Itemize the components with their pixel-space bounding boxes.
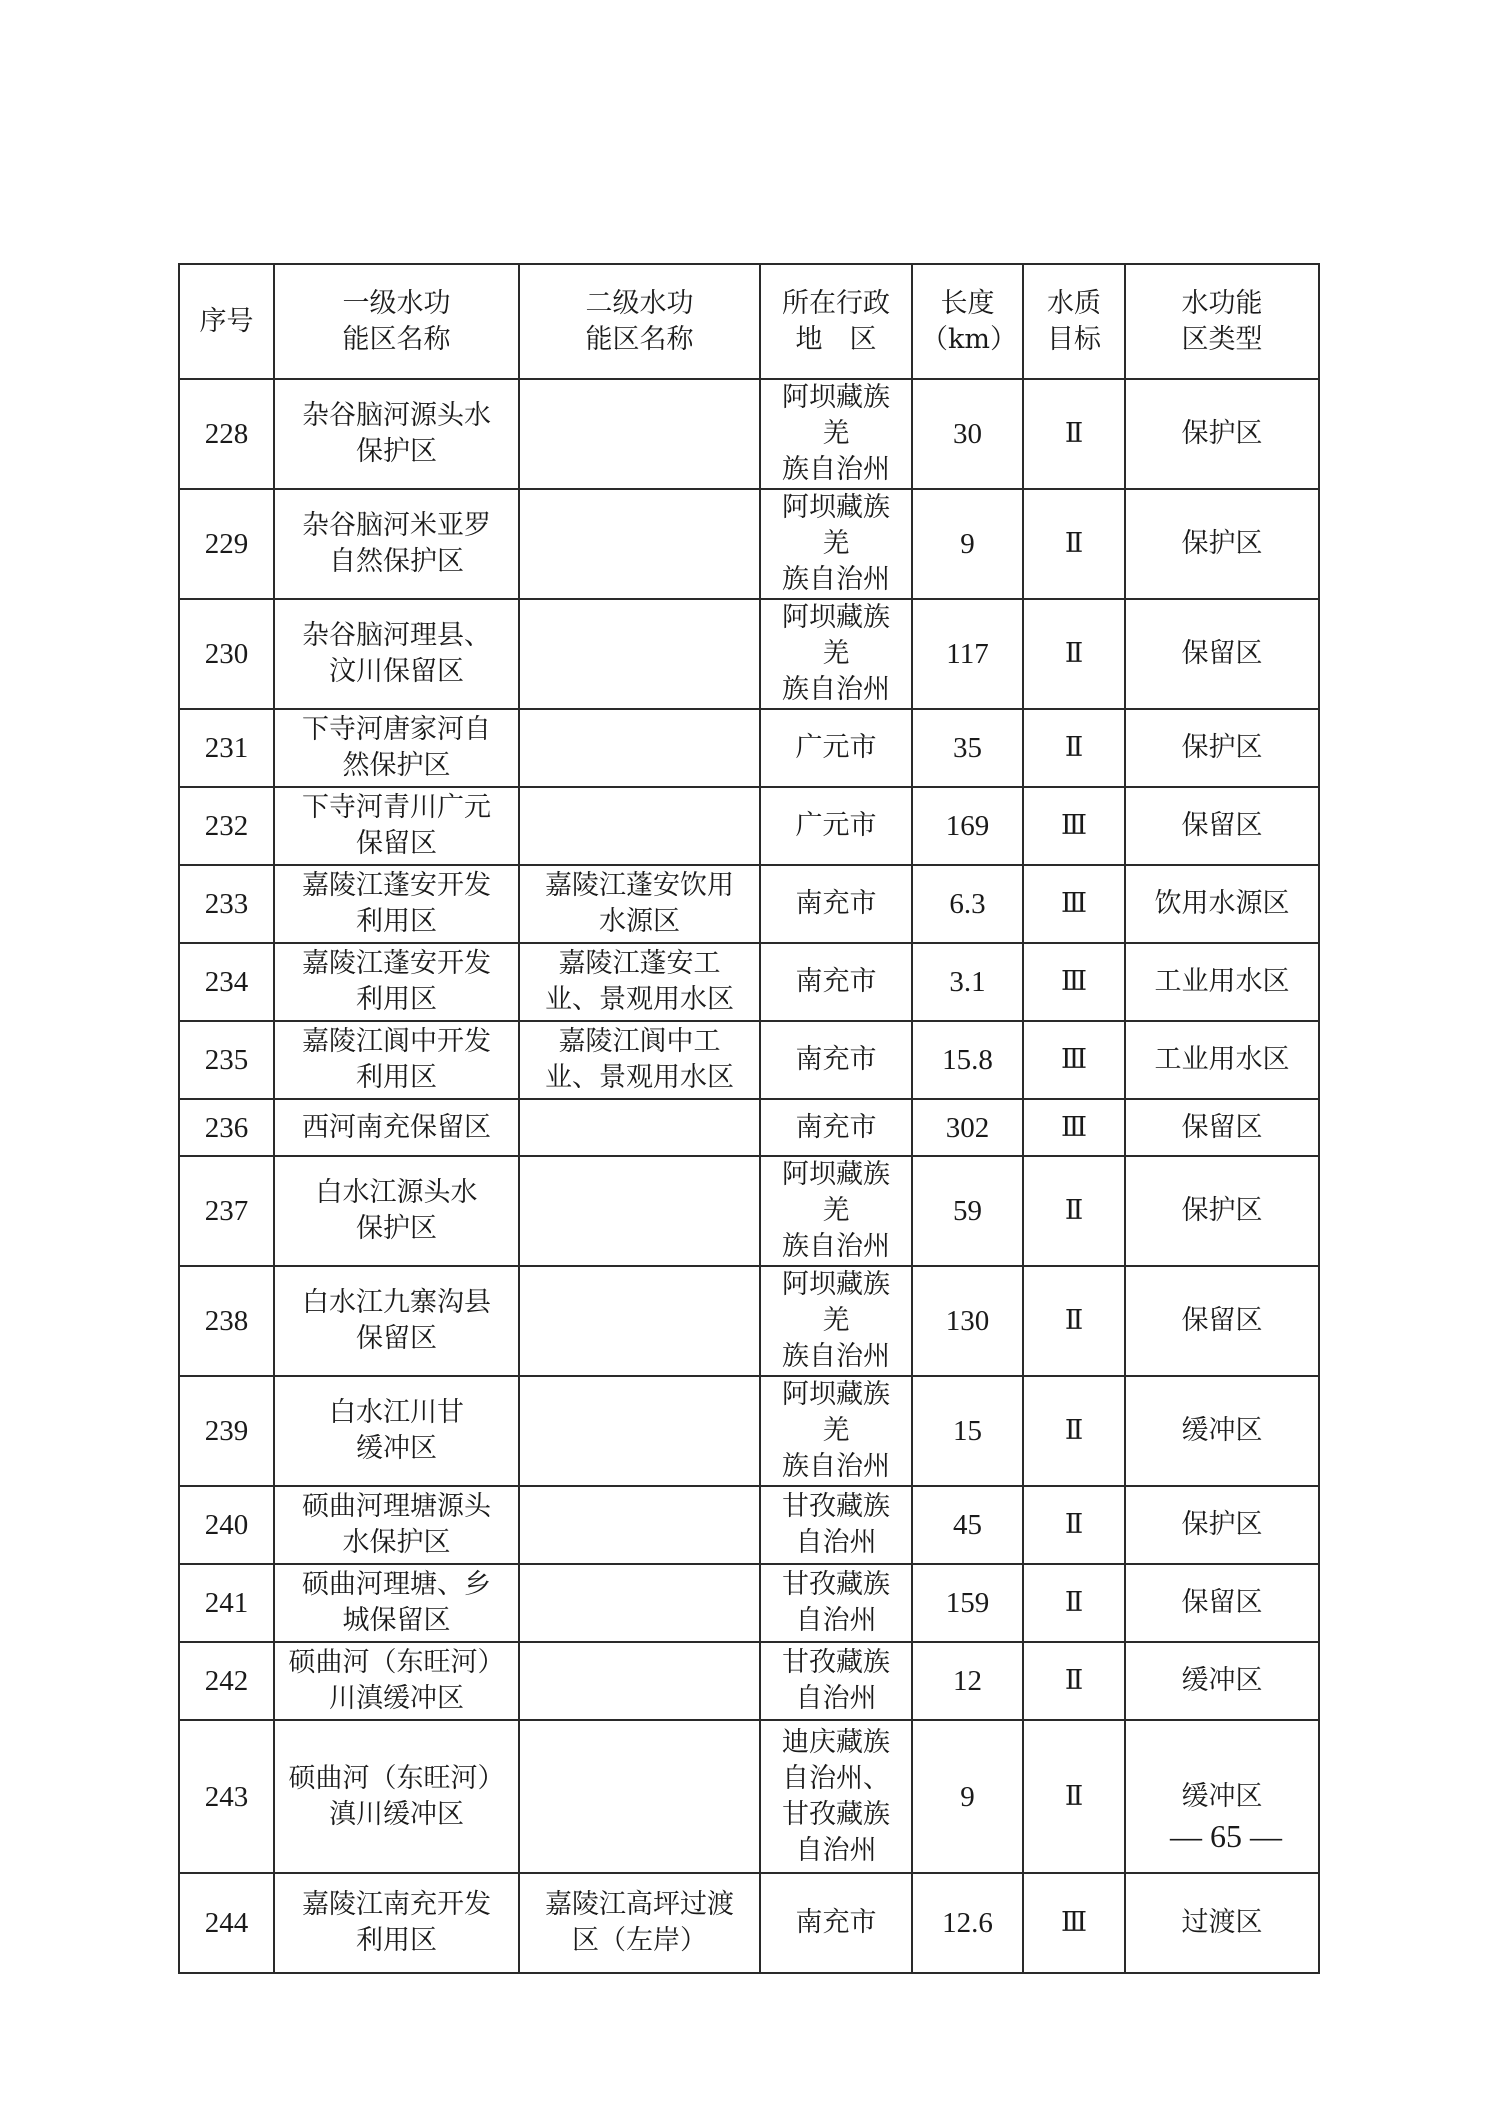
cell-quality-target: Ⅱ	[1023, 1266, 1125, 1376]
cell-secondary-zone	[519, 489, 760, 599]
cell-region: 南充市	[760, 1873, 912, 1973]
header-primary-zone: 一级水功 能区名称	[274, 264, 519, 379]
cell-region: 南充市	[760, 943, 912, 1021]
cell-region: 甘孜藏族 自治州	[760, 1486, 912, 1564]
cell-index: 237	[179, 1156, 274, 1266]
cell-quality-target: Ⅲ	[1023, 1021, 1125, 1099]
cell-region: 甘孜藏族 自治州	[760, 1564, 912, 1642]
cell-zone-type: 保留区	[1125, 599, 1319, 709]
cell-index: 238	[179, 1266, 274, 1376]
cell-length: 9	[912, 1720, 1023, 1873]
cell-length: 130	[912, 1266, 1023, 1376]
table-row	[179, 1564, 1319, 1642]
cell-region: 甘孜藏族 自治州	[760, 1642, 912, 1720]
cell-index: 244	[179, 1873, 274, 1973]
cell-index: 243	[179, 1720, 274, 1873]
table-row	[179, 787, 1319, 865]
cell-quality-target: Ⅲ	[1023, 943, 1125, 1021]
cell-zone-type: 缓冲区	[1125, 1376, 1319, 1486]
cell-primary-zone: 白水江九寨沟县 保留区	[274, 1266, 519, 1376]
cell-index: 234	[179, 943, 274, 1021]
cell-quality-target: Ⅱ	[1023, 1564, 1125, 1642]
cell-length: 169	[912, 787, 1023, 865]
cell-primary-zone: 下寺河青川广元 保留区	[274, 787, 519, 865]
cell-quality-target: Ⅱ	[1023, 1156, 1125, 1266]
water-function-zone-table	[178, 263, 1320, 1974]
cell-quality-target: Ⅱ	[1023, 379, 1125, 489]
cell-secondary-zone	[519, 1642, 760, 1720]
cell-index: 233	[179, 865, 274, 943]
cell-index: 229	[179, 489, 274, 599]
cell-secondary-zone: 嘉陵江蓬安工 业、景观用水区	[519, 943, 760, 1021]
table-row	[179, 1021, 1319, 1099]
cell-region: 阿坝藏族羌 族自治州	[760, 1376, 912, 1486]
cell-primary-zone: 杂谷脑河米亚罗 自然保护区	[274, 489, 519, 599]
table-row	[179, 1156, 1319, 1266]
cell-length: 3.1	[912, 943, 1023, 1021]
cell-primary-zone: 下寺河唐家河自 然保护区	[274, 709, 519, 787]
table-row	[179, 1720, 1319, 1873]
cell-zone-type: 保留区	[1125, 1564, 1319, 1642]
table-row	[179, 599, 1319, 709]
cell-quality-target: Ⅲ	[1023, 1099, 1125, 1156]
cell-length: 117	[912, 599, 1023, 709]
cell-index: 242	[179, 1642, 274, 1720]
cell-zone-type: 保护区	[1125, 489, 1319, 599]
cell-zone-type: 保留区	[1125, 1266, 1319, 1376]
cell-length: 6.3	[912, 865, 1023, 943]
table-row	[179, 1486, 1319, 1564]
cell-secondary-zone	[519, 1099, 760, 1156]
cell-primary-zone: 白水江川甘 缓冲区	[274, 1376, 519, 1486]
cell-primary-zone: 硕曲河理塘源头 水保护区	[274, 1486, 519, 1564]
cell-index: 235	[179, 1021, 274, 1099]
cell-primary-zone: 嘉陵江阆中开发 利用区	[274, 1021, 519, 1099]
cell-secondary-zone: 嘉陵江高坪过渡 区（左岸）	[519, 1873, 760, 1973]
cell-length: 302	[912, 1099, 1023, 1156]
cell-primary-zone: 嘉陵江南充开发 利用区	[274, 1873, 519, 1973]
cell-length: 59	[912, 1156, 1023, 1266]
cell-zone-type: 缓冲区	[1125, 1642, 1319, 1720]
cell-index: 232	[179, 787, 274, 865]
cell-primary-zone: 西河南充保留区	[274, 1099, 519, 1156]
cell-region: 南充市	[760, 865, 912, 943]
cell-secondary-zone	[519, 1156, 760, 1266]
table-header	[179, 264, 1319, 379]
table-row	[179, 943, 1319, 1021]
cell-secondary-zone	[519, 1564, 760, 1642]
cell-primary-zone: 嘉陵江蓬安开发 利用区	[274, 943, 519, 1021]
cell-zone-type: 过渡区	[1125, 1873, 1319, 1973]
cell-region: 阿坝藏族羌 族自治州	[760, 1156, 912, 1266]
cell-quality-target: Ⅱ	[1023, 1720, 1125, 1873]
cell-length: 12	[912, 1642, 1023, 1720]
table-body	[179, 379, 1319, 1973]
cell-primary-zone: 白水江源头水 保护区	[274, 1156, 519, 1266]
cell-secondary-zone	[519, 1720, 760, 1873]
cell-index: 228	[179, 379, 274, 489]
table-row	[179, 1642, 1319, 1720]
cell-secondary-zone: 嘉陵江蓬安饮用 水源区	[519, 865, 760, 943]
cell-length: 12.6	[912, 1873, 1023, 1973]
cell-zone-type: 保护区	[1125, 709, 1319, 787]
cell-secondary-zone: 嘉陵江阆中工 业、景观用水区	[519, 1021, 760, 1099]
cell-secondary-zone	[519, 787, 760, 865]
cell-region: 阿坝藏族羌 族自治州	[760, 599, 912, 709]
cell-region: 阿坝藏族羌 族自治州	[760, 489, 912, 599]
cell-primary-zone: 硕曲河（东旺河） 川滇缓冲区	[274, 1642, 519, 1720]
cell-region: 广元市	[760, 787, 912, 865]
cell-secondary-zone	[519, 1266, 760, 1376]
cell-zone-type: 保留区	[1125, 787, 1319, 865]
table-row	[179, 379, 1319, 489]
table-row	[179, 1873, 1319, 1973]
table-row	[179, 865, 1319, 943]
table-row	[179, 1099, 1319, 1156]
cell-primary-zone: 杂谷脑河源头水 保护区	[274, 379, 519, 489]
header-length: 长度 （km）	[912, 264, 1023, 379]
cell-quality-target: Ⅲ	[1023, 787, 1125, 865]
cell-quality-target: Ⅱ	[1023, 1486, 1125, 1564]
cell-secondary-zone	[519, 379, 760, 489]
cell-secondary-zone	[519, 599, 760, 709]
cell-quality-target: Ⅲ	[1023, 1873, 1125, 1973]
page-number: — 65 —	[1170, 1818, 1282, 1854]
cell-index: 230	[179, 599, 274, 709]
header-quality-target: 水质 目标	[1023, 264, 1125, 379]
cell-length: 15.8	[912, 1021, 1023, 1099]
table-row	[179, 489, 1319, 599]
cell-secondary-zone	[519, 1376, 760, 1486]
cell-quality-target: Ⅱ	[1023, 1642, 1125, 1720]
cell-index: 236	[179, 1099, 274, 1156]
cell-index: 231	[179, 709, 274, 787]
cell-quality-target: Ⅱ	[1023, 1376, 1125, 1486]
cell-zone-type: 保护区	[1125, 379, 1319, 489]
cell-zone-type: 缓冲区	[1125, 1720, 1319, 1873]
cell-primary-zone: 硕曲河理塘、乡 城保留区	[274, 1564, 519, 1642]
cell-quality-target: Ⅱ	[1023, 489, 1125, 599]
cell-zone-type: 工业用水区	[1125, 1021, 1319, 1099]
cell-zone-type: 保留区	[1125, 1099, 1319, 1156]
header-zone-type: 水功能 区类型	[1125, 264, 1319, 379]
cell-primary-zone: 嘉陵江蓬安开发 利用区	[274, 865, 519, 943]
cell-secondary-zone	[519, 1486, 760, 1564]
cell-index: 239	[179, 1376, 274, 1486]
header-secondary-zone: 二级水功 能区名称	[519, 264, 760, 379]
cell-region: 广元市	[760, 709, 912, 787]
cell-index: 240	[179, 1486, 274, 1564]
header-region: 所在行政 地 区	[760, 264, 912, 379]
cell-primary-zone: 硕曲河（东旺河） 滇川缓冲区	[274, 1720, 519, 1873]
cell-quality-target: Ⅲ	[1023, 865, 1125, 943]
cell-quality-target: Ⅱ	[1023, 709, 1125, 787]
cell-zone-type: 保护区	[1125, 1156, 1319, 1266]
cell-zone-type: 保护区	[1125, 1486, 1319, 1564]
cell-length: 45	[912, 1486, 1023, 1564]
cell-region: 南充市	[760, 1021, 912, 1099]
cell-length: 159	[912, 1564, 1023, 1642]
header-index: 序号	[179, 264, 274, 379]
cell-region: 迪庆藏族 自治州、 甘孜藏族 自治州	[760, 1720, 912, 1873]
cell-length: 9	[912, 489, 1023, 599]
cell-length: 15	[912, 1376, 1023, 1486]
cell-length: 30	[912, 379, 1023, 489]
cell-region: 阿坝藏族羌 族自治州	[760, 1266, 912, 1376]
table-row	[179, 1266, 1319, 1376]
cell-secondary-zone	[519, 709, 760, 787]
cell-length: 35	[912, 709, 1023, 787]
cell-quality-target: Ⅱ	[1023, 599, 1125, 709]
cell-region: 阿坝藏族羌 族自治州	[760, 379, 912, 489]
cell-index: 241	[179, 1564, 274, 1642]
table-row	[179, 1376, 1319, 1486]
cell-primary-zone: 杂谷脑河理县、 汶川保留区	[274, 599, 519, 709]
cell-zone-type: 饮用水源区	[1125, 865, 1319, 943]
cell-zone-type: 工业用水区	[1125, 943, 1319, 1021]
table-row	[179, 709, 1319, 787]
header-row	[179, 264, 1319, 379]
cell-region: 南充市	[760, 1099, 912, 1156]
